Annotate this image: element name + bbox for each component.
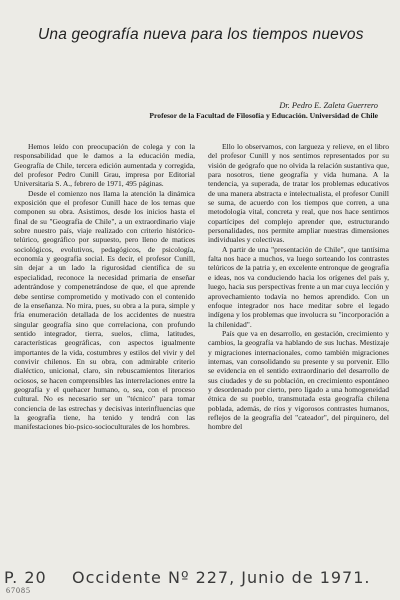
author-affiliation: Profesor de la Facultad de Filosofía y Educación. Universidad de Chile [149,111,378,120]
article-title: Una geografía nueva para los tiempos nuevos [38,26,364,43]
archive-stamp: 67085 [6,586,31,595]
paragraph: Ello lo observamos, con largueza y relieve, en el libro del profesor Cunill y nos sentimos representados por su visión de geógrafo que no olvida la relación sustantiva que, para nosotros, tiene geografía y vida humana. A la tendencia, ya superada, de tratar los problemas educativos de una manera abstracta e intelectualista, el profesor Cunill se suma, de acuerdo con los tiempos que corren, a una metodología vital, concreta y real, que nos hace sentirnos copartícipes del complejo aprender que, estructurando personalidades, nos permite ampliar nuestras dimensiones individuales y colectivas. [208,142,389,245]
right-column [208,142,389,587]
author-name: Dr. Pedro E. Zaleta Guerrero [279,101,378,110]
paragraph: Desde el comienzo nos llama la atención la dinámica exposición que el profesor Cunill hace de los temas que componen su obra. Asistimos, desde los inicios hasta el final de su "Geografía de Chile", a un extraordinario viaje sobre nuestro país, viaje realizado con criterio histórico-telúrico, geográfico por supuesto, pero lleno de matices sociológicos, evolutivos, pedagógicos, de psicología, economía y geografía social. Es decir, el profesor Cunill, sin dejar a un lado la rigurosidad científica de su especialidad, reconoce la necesidad primaria de enseñar adentrándose y compenetrándose de que, el que aprende debe sentirse comprometido y motivado con el contenido de la enseñanza. No mira, pues, su obra a la pura, simple y fría enumeración detallada de los accidentes de nuestra singular geografía sino que correlaciona, con profundo sentido integrador, tierra, suelos, clima, latitudes, características geográficas, con aspectos igualmente importantes de la vida, costumbres y estilos del vivir y del convivir chilenos. En su obra, con admirable criterio dialéctico, unicional, claro, sin rebuscamientos literarios ociosos, se hacen comprensibles las interrelaciones entre la geografía y el quehacer humano, o, sea, con el proceso cultural. No es necesario ser un "técnico" para tomar conciencia de las estrechas y decisivas interinfluencias que la geografía tiene, ha tenido y tendrá con las manifestaciones bio-psico-socioculturales de los hombres. [14,188,195,432]
byline [138,101,378,120]
paragraph: Hemos leído con preocupación de colega y con la responsabilidad que le damos a la educación media, Geografía de Chile, tercera edición aumentada y corregida, del profesor Pedro Cunill Grau, impresa por Editorial Universitaria S. A., febrero de 1971, 495 páginas. [14,142,195,189]
left-column [14,142,195,587]
paragraph: País que va en desarrollo, en gestación, crecimiento y cambios, la geografía va hablando de sus luchas. Mestizaje y migraciones internacionales, como también migraciones internas, van consolidando su presente y su porvenir. Ello se evidencia en el sentido extraordinario del desarrollo de sus ciudades y de su población, en crecimiento espontáneo y desordenado por cierto, pero ligado a una homogeneidad étnica de su pueblo, transmutada esta geografía chilena poblada, además, de ríos y vigorosos contrastes humanos, reflejos de la geografía del "cateador", del pirquinero, del hombre del [208,328,389,432]
handwritten-source-note: Occidente Nº 227, Junio de 1971. [72,568,371,587]
paragraph: A partir de una "presentación de Chile", que tantísima falta nos hace a muchos, va luego sorteando los contrastes telúricos de la patria y, en excelente entronque de geografía e ideas, nos va conduciendo hacia los orígenes del país y, luego, hacia sus perspectivas frente a un mar cuya lección y aprovechamiento todavía no hemos aprendido. Con un enfoque integrador nos hace meditar sobre el legado indígena y los problemas que involucra su "incorporación a la chilenidad". [208,244,389,329]
handwritten-page-label: P. 20 [4,568,47,587]
